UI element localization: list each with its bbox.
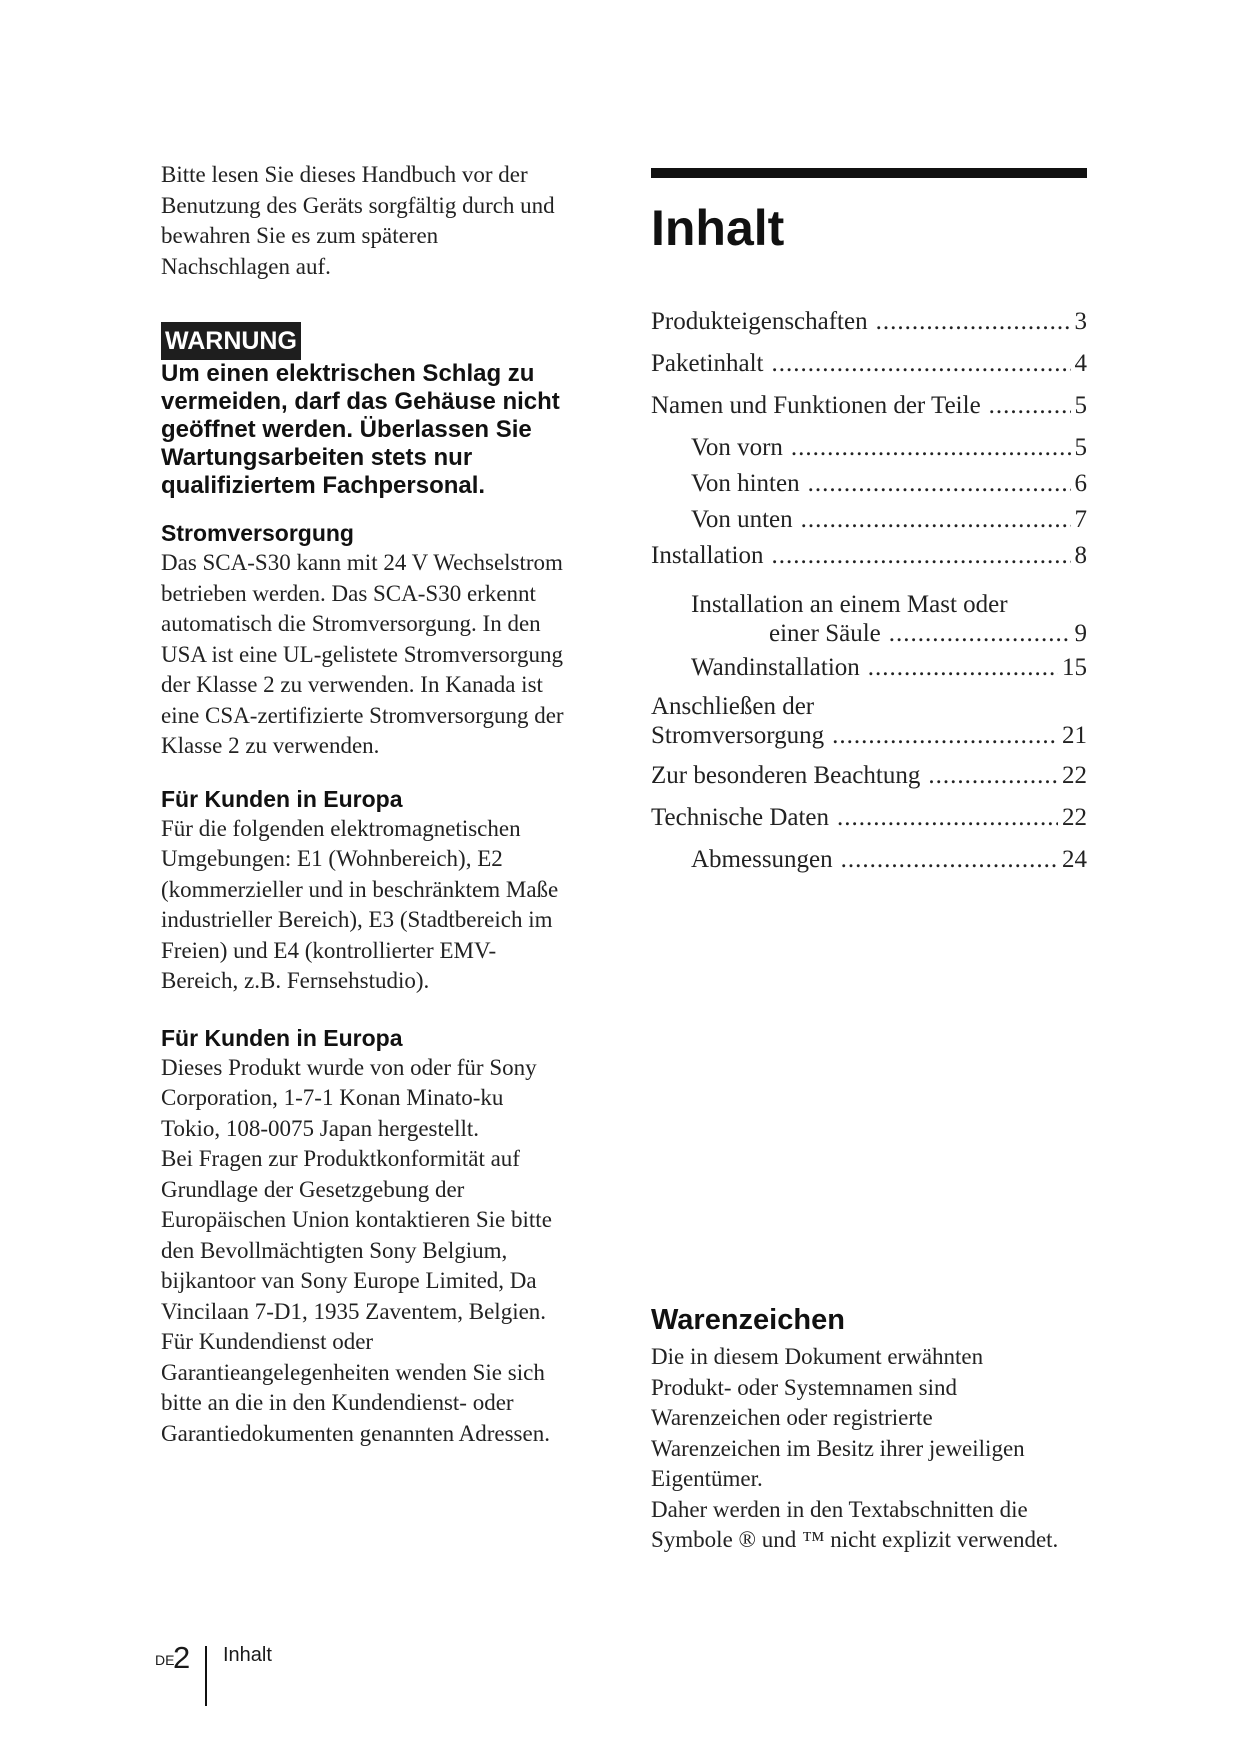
toc-subentry[interactable] <box>651 470 1087 506</box>
toc-subentry[interactable] <box>651 506 1087 542</box>
toc-entry[interactable] <box>651 542 1087 584</box>
toc-leader <box>889 620 1071 648</box>
page-number: 2 <box>173 1640 191 1675</box>
footer-divider <box>205 1646 207 1706</box>
section-heading: Für Kunden in Europa <box>161 785 403 812</box>
toc-label: Technische Daten <box>651 804 830 831</box>
toc-page: 22 <box>1062 762 1087 789</box>
section-body: Für die folgenden elektromagnetischen Umgebungen: E1 (Wohnbereich), E2 (kommerzieller und in beschränktem Maße industrieller Bereich), E3 (Stadtbereich im Freien) und E4 (kontrollierter EMV- Bereich, z.B. Fernsehstudio). <box>161 815 559 993</box>
toc-label: Von vorn <box>691 434 783 461</box>
toc-entry[interactable] <box>651 692 1087 756</box>
toc-leader <box>791 434 1071 462</box>
toc-page: 5 <box>1074 434 1087 461</box>
toc-page: 15 <box>1062 654 1087 681</box>
right-column <box>651 168 1087 882</box>
toc-leader <box>841 846 1058 874</box>
section-europe-manufacturer <box>161 1023 601 1450</box>
toc-label: Installation <box>651 542 764 569</box>
toc-page: 21 <box>1062 722 1087 749</box>
toc-entry[interactable] <box>651 308 1087 350</box>
section-body: Dieses Produkt wurde von oder für Sony Corporation, 1-7-1 Konan Minato-ku Tokio, 108-0075 Japan hergestellt. Bei Fragen zur Produktkonformität auf Grundlage der Gesetzgebung der Europäischen Union kontaktieren Sie bitte den Bevollmächtigten Sony Belgium, bijkantoor van Sony Europe Limited, Da Vincilaan 7-D1, 1935 Zaventem, Belgien. Für Kundendienst oder Garantieangelegenheiten wenden Sie sich bitte an die in den Kundendienst- oder Garantiedokumenten genannten Adressen. <box>161 1054 552 1446</box>
toc-label: Von unten <box>691 506 793 533</box>
toc-leader <box>837 804 1058 832</box>
toc-label: Wandinstallation <box>691 654 860 681</box>
intro-text: Bitte lesen Sie dieses Handbuch vor der Benutzung des Geräts sorgfältig durch und bewahren Sie es zum späteren Nachschlagen auf. <box>161 162 555 279</box>
toc-leader <box>928 762 1058 790</box>
page-title: Inhalt <box>651 200 785 256</box>
toc-label-cont: Stromversorgung <box>651 722 825 749</box>
section-body: Das SCA-S30 kann mit 24 V Wechselstrom betrieben werden. Das SCA-S30 erkennt automatisch die Stromversorgung. In den USA ist eine UL-gelistete Stromversorgung der Klasse 2 zu verwenden. In Kanada ist eine CSA-zertifizierte Stromversorgung der Klasse 2 zu verwenden. <box>161 550 564 758</box>
toc-subentry[interactable] <box>651 654 1087 690</box>
toc-entry[interactable] <box>651 804 1087 846</box>
toc-page: 3 <box>1074 308 1087 335</box>
toc-label: Installation an einem Mast oder <box>691 591 1008 618</box>
toc-page: 22 <box>1062 804 1087 831</box>
section-heading: Stromversorgung <box>161 520 354 546</box>
toc-entry[interactable] <box>651 762 1087 804</box>
trademarks-body: Die in diesem Dokument erwähnten Produkt- oder Systemnamen sind Warenzeichen oder registrierte Warenzeichen im Besitz ihrer jeweiligen Eigentümer. Daher werden in den Textabschnitten die Symbole ® und ™ nicht explizit verwendet. <box>651 1344 1059 1552</box>
trademarks-heading: Warenzeichen <box>651 1304 845 1336</box>
toc-leader <box>868 654 1058 682</box>
toc-subentry[interactable] <box>651 846 1087 882</box>
section-europe-emc <box>161 784 601 997</box>
toc-label-cont: einer Säule <box>769 620 881 647</box>
footer-section-title: Inhalt <box>223 1644 272 1666</box>
section-power <box>161 518 601 762</box>
toc-page: 5 <box>1074 392 1087 419</box>
toc-page: 8 <box>1074 542 1087 569</box>
trademarks-section <box>651 1302 1111 1556</box>
toc-label: Paketinhalt <box>651 350 764 377</box>
toc-leader <box>876 308 1071 336</box>
toc-label: Von hinten <box>691 470 800 497</box>
toc-page: 9 <box>1074 620 1087 647</box>
toc-page: 7 <box>1074 506 1087 533</box>
toc-label: Namen und Funktionen der Teile <box>651 392 981 419</box>
toc-label: Produkteigenschaften <box>651 308 868 335</box>
toc-leader <box>989 392 1071 420</box>
toc-subentry[interactable] <box>651 434 1087 470</box>
toc-leader <box>832 722 1058 750</box>
toc-label: Abmessungen <box>691 846 833 873</box>
toc-leader <box>808 470 1071 498</box>
toc-page: 24 <box>1062 846 1087 873</box>
warning-badge: WARNUNG <box>161 322 301 360</box>
toc-page: 6 <box>1074 470 1087 497</box>
left-column <box>161 160 601 1449</box>
toc-page: 4 <box>1074 350 1087 377</box>
section-heading: Für Kunden in Europa <box>161 1024 403 1051</box>
language-code: DE <box>155 1652 175 1668</box>
toc-leader <box>771 350 1070 378</box>
toc-entry[interactable] <box>651 350 1087 392</box>
toc-leader <box>801 506 1071 534</box>
warning-text: Um einen elektrischen Schlag zu vermeiden, darf das Gehäuse nicht geöffnet werden. Überlassen Sie Wartungsarbeiten stets nur qualifiziertem Fachpersonal. <box>161 360 560 499</box>
toc-label: Zur besonderen Beachtung <box>651 762 921 789</box>
toc-entry[interactable] <box>651 392 1087 434</box>
toc-leader <box>771 542 1070 570</box>
title-rule <box>651 168 1087 178</box>
toc-subentry[interactable] <box>651 590 1087 654</box>
table-of-contents <box>651 308 1087 882</box>
toc-label: Anschließen der <box>651 693 815 720</box>
